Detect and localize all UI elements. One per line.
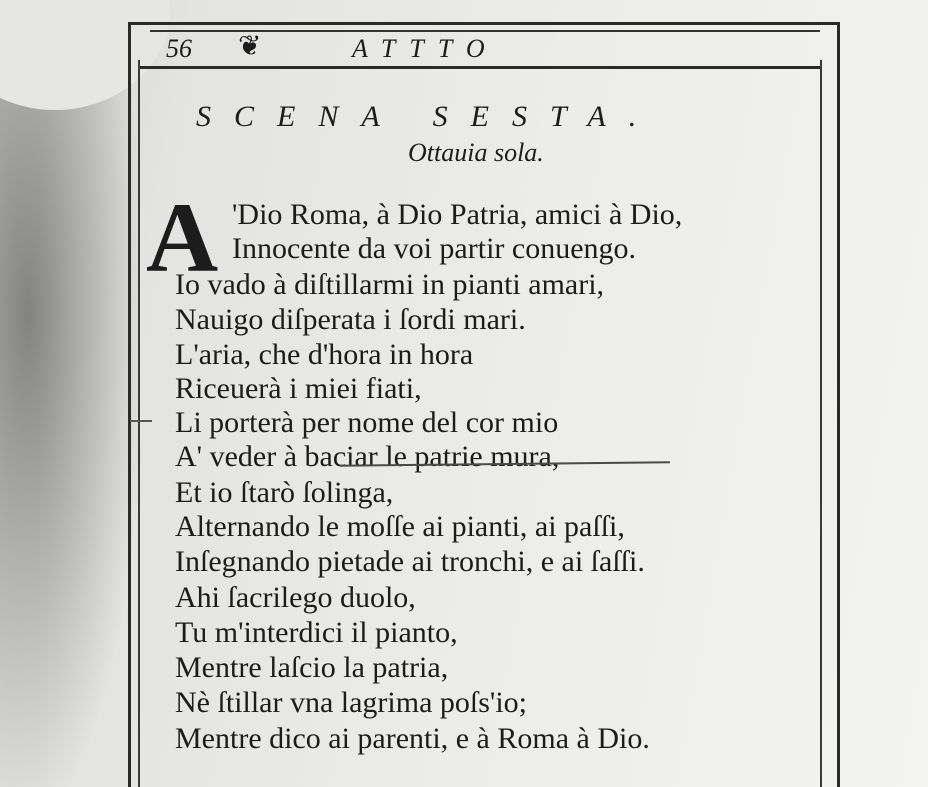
inner-rule-right (820, 60, 822, 787)
verse-line: Nè ſtillar vna lagrima poſs'io; (175, 686, 527, 719)
verse-line: Nauigo diſperata i ſordi mari. (175, 303, 526, 336)
verse-line: A' veder à baciar le patrie mura, (175, 440, 560, 473)
verse-line: Alternando le moſſe ai pianti, ai paſſi, (175, 510, 625, 543)
margin-mark (130, 420, 152, 422)
verse-line: Inſegnando pietade ai tronchi, e ai ſaſſi. (175, 545, 645, 578)
verse-line: Mentre laſcio la patria, (175, 651, 449, 684)
inner-rule-left (138, 60, 140, 787)
running-head: ATTTO (352, 34, 499, 63)
verse-line: Ahi ſacrilego duolo, (175, 581, 416, 614)
verse-line: Et io ſtarò ſolinga, (175, 476, 394, 509)
fleuron-icon: ❦ (238, 31, 262, 62)
verse-line: Riceuerà i miei fiati, (175, 372, 422, 405)
verse-line: Li porterà per nome del cor mio (175, 406, 559, 439)
verse-line: Tu m'interdici il pianto, (175, 616, 458, 649)
verse-line: Mentre dico ai parenti, e à Roma à Dio. (175, 722, 650, 755)
scene-title: SCENA SESTA. (196, 100, 660, 133)
verse-line: Innocente da voi partir conuengo. (232, 232, 637, 265)
page-number: 56 (166, 34, 192, 63)
page-shadow (0, 0, 140, 787)
header-rule (140, 66, 820, 69)
drop-cap: A (146, 182, 219, 293)
verse-line: 'Dio Roma, à Dio Patria, amici à Dio, (232, 198, 683, 231)
verse-line: Io vado à diſtillarmi in pianti amari, (175, 268, 605, 301)
character-name: Ottauia sola. (408, 138, 544, 167)
verse-line: L'aria, che d'hora in hora (175, 338, 474, 371)
